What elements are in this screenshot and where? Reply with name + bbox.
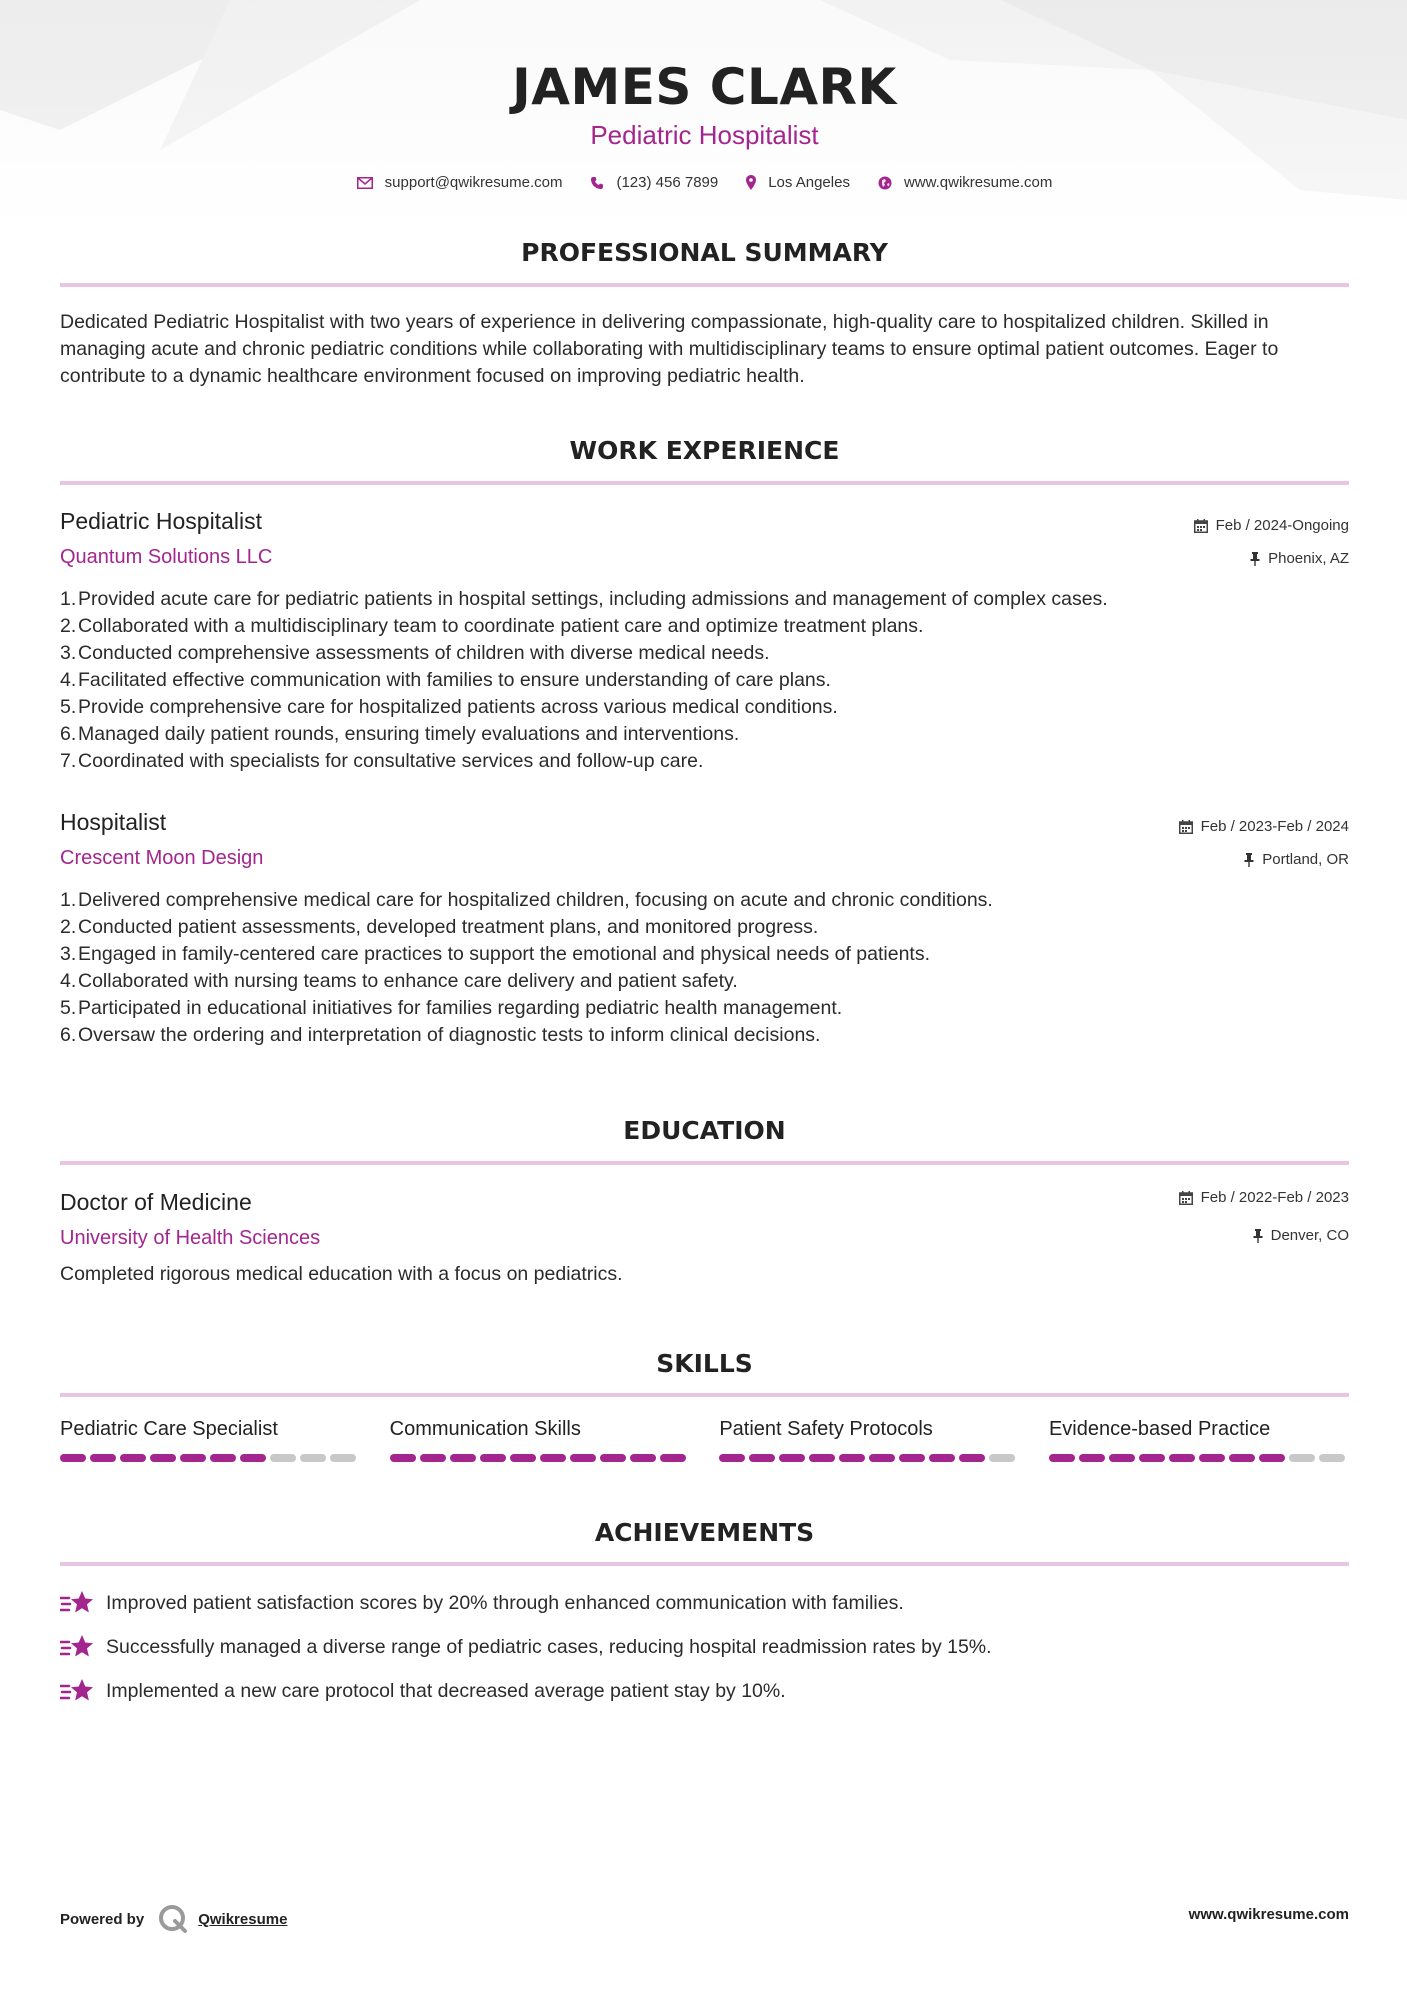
job-location-text: Portland, OR xyxy=(1262,851,1349,868)
list-item: 4.Facilitated effective communication with families to ensure understanding of care plans. xyxy=(60,669,831,691)
skill-segment-filled xyxy=(420,1454,446,1462)
contact-email-text: support@qwikresume.com xyxy=(384,174,563,191)
skill-segment-filled xyxy=(1139,1454,1165,1462)
skill-segment-filled xyxy=(1169,1454,1195,1462)
skill-segment-filled xyxy=(1259,1454,1285,1462)
list-item: 3.Conducted comprehensive assessments of children with diverse medical needs. xyxy=(60,642,770,664)
section-divider xyxy=(60,1161,1349,1165)
education-heading: EDUCATION xyxy=(623,1116,786,1145)
achievements-heading: ACHIEVEMENTS xyxy=(594,1518,815,1547)
skill-segment-filled xyxy=(1229,1454,1255,1462)
education-dates-text: Feb / 2022-Feb / 2023 xyxy=(1200,1189,1349,1206)
skill-segment-filled xyxy=(1199,1454,1225,1462)
job-bullets xyxy=(60,586,1349,775)
contact-phone[interactable] xyxy=(590,174,718,191)
candidate-title: Pediatric Hospitalist xyxy=(590,120,819,150)
section-divider xyxy=(60,1562,1349,1566)
list-item: 2.Collaborated with a multidisciplinary team to coordinate patient care and optimize treatment plans. xyxy=(60,615,924,637)
job-bullets xyxy=(60,887,1349,1049)
skill-item xyxy=(390,1418,690,1462)
candidate-name: JAMES CLARK xyxy=(512,58,897,116)
section-divider xyxy=(60,283,1349,287)
job-dates xyxy=(1179,818,1349,835)
list-item: 2.Conducted patient assessments, developed treatment plans, and monitored progress. xyxy=(60,916,819,938)
list-item: 1.Delivered comprehensive medical care for hospitalized children, focusing on acute and chronic conditions. xyxy=(60,889,993,911)
contact-website[interactable] xyxy=(878,174,1052,191)
achievement-text: Implemented a new care protocol that decreased average patient stay by 10%. xyxy=(106,1679,786,1702)
pushpin-icon xyxy=(1250,552,1260,566)
job-title: Hospitalist xyxy=(60,809,167,835)
contact-location-text: Los Angeles xyxy=(768,174,850,191)
job-location-text: Phoenix, AZ xyxy=(1268,550,1349,567)
pushpin-icon xyxy=(1253,1229,1263,1243)
skill-segment-empty xyxy=(1319,1454,1345,1462)
skill-segment-filled xyxy=(899,1454,925,1462)
skill-segment-filled xyxy=(540,1454,566,1462)
pushpin-icon xyxy=(1244,853,1254,867)
contact-location xyxy=(746,174,850,191)
skill-segment-filled xyxy=(1049,1454,1075,1462)
list-item: 4.Collaborated with nursing teams to enhance care delivery and patient safety. xyxy=(60,970,738,992)
skill-segment-filled xyxy=(90,1454,116,1462)
list-item: 5.Provide comprehensive care for hospitalized patients across various medical conditions. xyxy=(60,696,838,718)
skill-segment-filled xyxy=(210,1454,236,1462)
skill-name: Communication Skills xyxy=(389,1418,581,1440)
job-company: Quantum Solutions LLC xyxy=(60,546,273,568)
skill-segment-filled xyxy=(1079,1454,1105,1462)
section-divider xyxy=(60,481,1349,485)
education-school: University of Health Sciences xyxy=(60,1227,321,1249)
skill-segment-filled xyxy=(660,1454,686,1462)
globe-icon xyxy=(878,176,892,190)
skill-segment-filled xyxy=(719,1454,745,1462)
skill-segment-filled xyxy=(480,1454,506,1462)
shooting-star-icon xyxy=(60,1590,94,1616)
list-item: 7.Coordinated with specialists for consultative services and follow-up care. xyxy=(60,750,704,772)
skill-segment-filled xyxy=(450,1454,476,1462)
skill-level-bar xyxy=(60,1454,360,1462)
skill-item xyxy=(60,1418,360,1462)
skill-segment-filled xyxy=(150,1454,176,1462)
job-title: Pediatric Hospitalist xyxy=(60,508,262,534)
skill-level-bar xyxy=(390,1454,690,1462)
skill-segment-empty xyxy=(1289,1454,1315,1462)
achievement-item xyxy=(60,1590,1349,1616)
skill-segment-filled xyxy=(240,1454,266,1462)
footer-website[interactable]: www.qwikresume.com xyxy=(1188,1906,1349,1923)
skill-segment-filled xyxy=(120,1454,146,1462)
job-dates-text: Feb / 2024-Ongoing xyxy=(1215,517,1349,534)
skill-segment-filled xyxy=(1109,1454,1135,1462)
summary-text: Dedicated Pediatric Hospitalist with two years of experience in delivering compassionate, high-quality care to hospitalized children. Skilled in managing acute and chronic pediatric conditions while collaborating with multidisciplinary teams to ensure optimal patient outcomes. Eager to contribute to a dynamic healthcare environment focused on improving pediatric health. xyxy=(60,311,1279,387)
skill-segment-filled xyxy=(779,1454,805,1462)
job-location xyxy=(1250,550,1349,567)
skill-segment-filled xyxy=(749,1454,775,1462)
list-item: 5.Participated in educational initiatives for families regarding pediatric health management. xyxy=(60,997,843,1019)
skill-segment-filled xyxy=(600,1454,626,1462)
education-degree: Doctor of Medicine xyxy=(60,1189,252,1215)
job-dates xyxy=(1194,517,1349,534)
job-dates-text: Feb / 2023-Feb / 2024 xyxy=(1200,818,1349,835)
envelope-icon xyxy=(357,177,373,189)
education-location xyxy=(1253,1227,1349,1244)
list-item: 6.Managed daily patient rounds, ensuring timely evaluations and interventions. xyxy=(60,723,740,745)
shooting-star-icon xyxy=(60,1634,94,1660)
skill-level-bar xyxy=(1049,1454,1349,1462)
skill-segment-filled xyxy=(390,1454,416,1462)
phone-icon xyxy=(590,176,604,190)
skill-segment-filled xyxy=(570,1454,596,1462)
calendar-icon xyxy=(1179,1191,1193,1205)
map-marker-icon xyxy=(746,175,756,190)
contact-phone-text: (123) 456 7899 xyxy=(616,174,719,191)
education-location-text: Denver, CO xyxy=(1270,1227,1349,1244)
contact-email[interactable] xyxy=(357,174,563,191)
skill-name: Pediatric Care Specialist xyxy=(60,1418,278,1440)
skill-segment-empty xyxy=(300,1454,326,1462)
summary-heading: PROFESSIONAL SUMMARY xyxy=(521,238,888,267)
footer-powered-by xyxy=(60,1904,287,1934)
job-company: Crescent Moon Design xyxy=(60,847,264,869)
achievement-text: Improved patient satisfaction scores by 20% through enhanced communication with families. xyxy=(106,1591,904,1614)
skill-name: Patient Safety Protocols xyxy=(719,1418,933,1440)
skill-name: Evidence-based Practice xyxy=(1048,1418,1271,1440)
skill-level-bar xyxy=(719,1454,1019,1462)
skill-segment-empty xyxy=(989,1454,1015,1462)
skill-segment-filled xyxy=(839,1454,865,1462)
job-location xyxy=(1244,851,1349,868)
skill-segment-empty xyxy=(330,1454,356,1462)
qwikresume-logo-icon xyxy=(158,1904,188,1934)
list-item: 6.Oversaw the ordering and interpretation of diagnostic tests to inform clinical decisions. xyxy=(60,1024,821,1046)
skill-segment-filled xyxy=(630,1454,656,1462)
brand-link[interactable]: Qwikresume xyxy=(198,1910,288,1928)
contact-bar xyxy=(60,174,1349,191)
skill-segment-filled xyxy=(869,1454,895,1462)
skill-segment-empty xyxy=(270,1454,296,1462)
skill-segment-filled xyxy=(180,1454,206,1462)
skill-segment-filled xyxy=(959,1454,985,1462)
list-item: 3.Engaged in family-centered care practices to support the emotional and physical needs of patients. xyxy=(60,943,931,965)
achievement-text: Successfully managed a diverse range of pediatric cases, reducing hospital readmission rates by 15%. xyxy=(106,1635,992,1658)
calendar-icon xyxy=(1194,519,1208,533)
experience-heading: WORK EXPERIENCE xyxy=(569,436,840,465)
skills-list xyxy=(60,1418,1349,1462)
achievement-item xyxy=(60,1634,1349,1660)
shooting-star-icon xyxy=(60,1678,94,1704)
calendar-icon xyxy=(1179,820,1193,834)
powered-by-label: Powered by xyxy=(60,1910,145,1928)
skill-item xyxy=(719,1418,1019,1462)
contact-website-text: www.qwikresume.com xyxy=(903,174,1053,191)
achievement-item xyxy=(60,1678,1349,1704)
list-item: 1.Provided acute care for pediatric patients in hospital settings, including admissions and management of complex cases. xyxy=(60,588,1108,610)
skill-segment-filled xyxy=(809,1454,835,1462)
skill-segment-filled xyxy=(929,1454,955,1462)
skill-segment-filled xyxy=(60,1454,86,1462)
education-description: Completed rigorous medical education with a focus on pediatrics. xyxy=(60,1263,623,1285)
skills-heading: SKILLS xyxy=(656,1349,753,1378)
section-divider xyxy=(60,1393,1349,1397)
education-dates xyxy=(1179,1189,1349,1206)
skill-segment-filled xyxy=(510,1454,536,1462)
skill-item xyxy=(1049,1418,1349,1462)
